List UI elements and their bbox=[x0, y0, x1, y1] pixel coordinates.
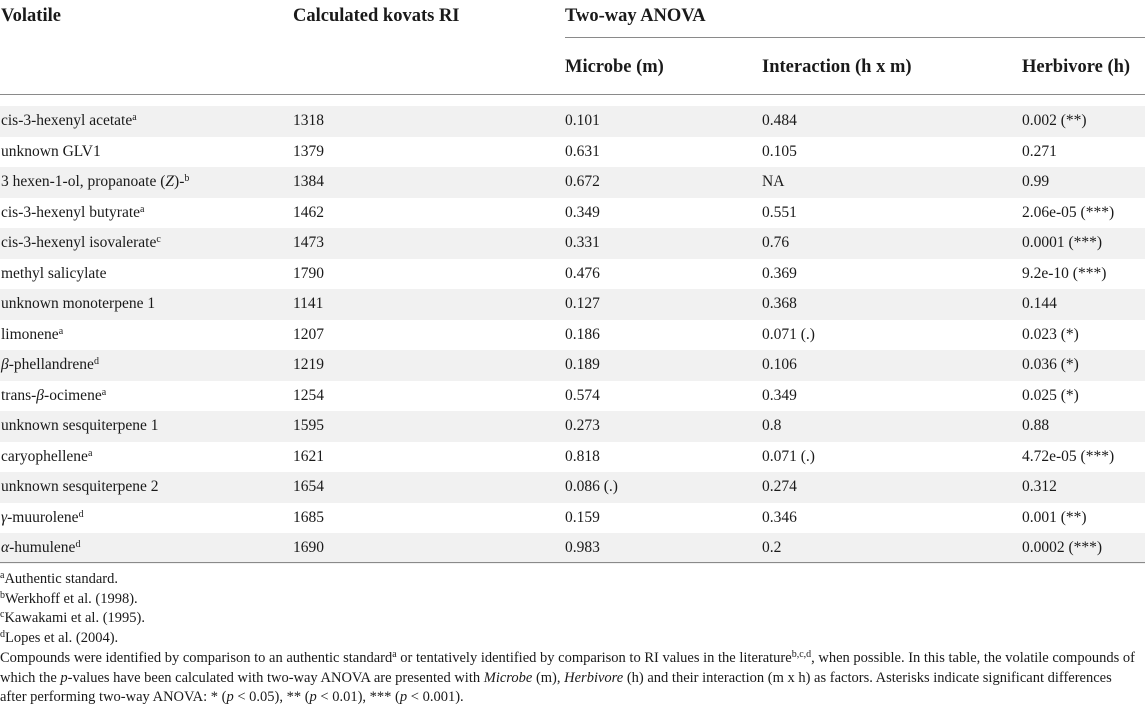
anova-span-rule bbox=[565, 37, 1145, 38]
volatile-pre: unknown monoterpene 1 bbox=[1, 295, 156, 312]
volatile-sup: a bbox=[132, 112, 137, 123]
cell-kovats-ri: 1621 bbox=[293, 447, 324, 465]
volatile-sup: d bbox=[78, 508, 84, 520]
cell-herbivore: 0.025 (*) bbox=[1022, 386, 1079, 404]
cell-interaction: 0.2 bbox=[762, 539, 782, 556]
cell-kovats-ri: 1384 bbox=[293, 173, 324, 190]
volatile-pre: caryophellene bbox=[1, 447, 88, 465]
caption-italic: p bbox=[309, 689, 317, 705]
footnote-list bbox=[0, 570, 1140, 648]
cell-herbivore: 0.144 bbox=[1022, 295, 1057, 312]
cell-microbe: 0.127 bbox=[565, 295, 600, 312]
table-row bbox=[0, 137, 1145, 168]
volatile-pre: cis-3-hexenyl isovalerate bbox=[1, 234, 157, 251]
header-herbivore: Herbivore (h) bbox=[1022, 57, 1131, 77]
volatile-pre: cis-3-hexenyl acetate bbox=[1, 112, 133, 129]
footnote-text: Werkhoff et al. (1998). bbox=[5, 590, 138, 607]
cell-microbe: 0.101 bbox=[565, 112, 600, 129]
cell-volatile bbox=[1, 204, 144, 222]
caption-italic: Microbe bbox=[483, 669, 533, 686]
volatile-sup: b bbox=[184, 173, 190, 184]
table-row bbox=[0, 198, 1145, 229]
header-volatile: Volatile bbox=[1, 6, 61, 26]
cell-interaction: 0.071 (.) bbox=[762, 325, 815, 343]
footnote-mark: c bbox=[0, 609, 5, 620]
cell-interaction: 0.105 bbox=[762, 142, 797, 160]
cell-microbe: 0.186 bbox=[565, 325, 600, 343]
cell-interaction: 0.106 bbox=[762, 356, 797, 373]
volatile-sup: a bbox=[87, 447, 93, 459]
table-row bbox=[0, 259, 1145, 290]
cell-kovats-ri: 1254 bbox=[293, 386, 324, 404]
cell-microbe: 0.631 bbox=[565, 142, 600, 160]
table-row bbox=[0, 289, 1145, 320]
table-row bbox=[0, 167, 1145, 198]
cell-kovats-ri: 1595 bbox=[293, 417, 324, 434]
cell-kovats-ri: 1473 bbox=[293, 234, 324, 251]
caption-text: (h) and their interaction (m x h) as factors. Asterisks indicate significant differences after performing two-way ANOVA: * ( bbox=[0, 669, 1112, 705]
cell-kovats-ri: 1318 bbox=[293, 112, 324, 129]
cell-herbivore: 0.99 bbox=[1022, 173, 1050, 190]
volatile-pre: unknown sesquiterpene 2 bbox=[1, 478, 159, 495]
cell-volatile bbox=[1, 326, 63, 344]
cell-volatile bbox=[1, 234, 161, 252]
table-row bbox=[0, 411, 1145, 442]
table-row bbox=[0, 503, 1145, 534]
cell-kovats-ri: 1690 bbox=[293, 539, 324, 556]
cell-interaction: 0.484 bbox=[762, 112, 797, 129]
header-kovats-ri: Calculated kovats RI bbox=[293, 6, 460, 26]
header-two-way-anova: Two-way ANOVA bbox=[565, 6, 706, 26]
volatile-greek: γ bbox=[1, 508, 8, 526]
cell-herbivore: 0.271 bbox=[1022, 142, 1057, 160]
caption-italic: p bbox=[226, 689, 234, 705]
caption-text: Compounds were identified by comparison to an authentic standard bbox=[0, 650, 393, 666]
footnote bbox=[0, 570, 1140, 590]
volatile-greek: β bbox=[36, 386, 45, 404]
caption-sup: b,c,d bbox=[791, 649, 812, 660]
volatile-sup: a bbox=[58, 325, 64, 337]
cell-volatile bbox=[1, 295, 155, 313]
volatile-pre: unknown GLV1 bbox=[1, 142, 101, 160]
volatile-sup: a bbox=[140, 203, 145, 215]
table-row bbox=[0, 350, 1145, 381]
cell-volatile bbox=[1, 173, 189, 191]
footnote bbox=[0, 590, 1140, 610]
cell-volatile bbox=[1, 539, 80, 557]
caption-text: -values have been calculated with two-way ANOVA are presented with bbox=[67, 669, 484, 686]
cell-microbe: 0.574 bbox=[565, 386, 600, 404]
table-row bbox=[0, 320, 1145, 351]
cell-kovats-ri: 1790 bbox=[293, 264, 324, 282]
cell-herbivore: 0.023 (*) bbox=[1022, 325, 1079, 343]
footnote bbox=[0, 629, 1140, 649]
cell-microbe: 0.159 bbox=[565, 508, 600, 526]
volatile-pre: cis-3-hexenyl butyrate bbox=[1, 203, 141, 221]
cell-interaction: 0.8 bbox=[762, 417, 782, 434]
cell-interaction: NA bbox=[762, 173, 785, 190]
cell-volatile bbox=[1, 265, 106, 283]
table-row bbox=[0, 381, 1145, 412]
volatile-post: -muurolene bbox=[7, 508, 79, 526]
caption-text: < 0.05), ** ( bbox=[233, 689, 310, 705]
cell-volatile bbox=[1, 448, 92, 466]
volatile-post: -ocimene bbox=[44, 386, 102, 404]
cell-herbivore: 0.0001 (***) bbox=[1022, 234, 1103, 251]
volatile-pre: unknown sesquiterpene 1 bbox=[1, 417, 159, 434]
cell-herbivore: 4.72e-05 (***) bbox=[1022, 447, 1115, 465]
table-notes bbox=[0, 570, 1140, 708]
header-bottom-rule bbox=[0, 94, 1145, 95]
cell-microbe: 0.349 bbox=[565, 203, 600, 221]
footnote-mark: b bbox=[0, 589, 5, 601]
cell-microbe: 0.189 bbox=[565, 356, 600, 373]
cell-interaction: 0.76 bbox=[762, 234, 790, 251]
header-microbe: Microbe (m) bbox=[565, 57, 664, 77]
cell-microbe: 0.818 bbox=[565, 447, 600, 465]
table-caption bbox=[0, 649, 1140, 708]
caption-italic: p bbox=[399, 689, 408, 705]
caption-text: < 0.01), *** ( bbox=[316, 689, 400, 705]
volatile-mid: Z bbox=[165, 173, 175, 190]
volatile-pre: methyl salicylate bbox=[1, 264, 107, 282]
cell-herbivore: 0.036 (*) bbox=[1022, 356, 1079, 373]
cell-herbivore: 2.06e-05 (***) bbox=[1022, 203, 1115, 221]
cell-interaction: 0.368 bbox=[762, 295, 797, 312]
table-row bbox=[0, 228, 1145, 259]
volatile-pre: 3 hexen-1-ol, propanoate ( bbox=[1, 173, 166, 190]
volatile-sup: d bbox=[75, 539, 81, 550]
cell-kovats-ri: 1654 bbox=[293, 478, 324, 495]
cell-microbe: 0.476 bbox=[565, 264, 600, 282]
table-row bbox=[0, 106, 1145, 137]
cell-herbivore: 9.2e-10 (***) bbox=[1022, 264, 1107, 282]
cell-interaction: 0.349 bbox=[762, 386, 797, 404]
caption-italic: Herbivore bbox=[564, 669, 624, 686]
cell-volatile bbox=[1, 509, 84, 527]
cell-microbe: 0.983 bbox=[565, 539, 600, 556]
volatile-sup: a bbox=[101, 386, 107, 398]
volatile-post: -phellandrene bbox=[8, 356, 94, 373]
caption-text: (m), bbox=[532, 669, 565, 686]
cell-interaction: 0.551 bbox=[762, 203, 797, 221]
cell-microbe: 0.273 bbox=[565, 417, 600, 434]
cell-herbivore: 0.002 (**) bbox=[1022, 112, 1087, 129]
volatile-greek: α bbox=[1, 539, 10, 556]
cell-volatile bbox=[1, 387, 106, 405]
volatile-greek: β bbox=[1, 356, 9, 373]
caption-text: , when possible. In this table, the volatile compounds of which the bbox=[0, 650, 1135, 686]
cell-volatile bbox=[1, 356, 99, 374]
table-row bbox=[0, 472, 1145, 503]
cell-herbivore: 0.88 bbox=[1022, 417, 1050, 434]
volatile-pre: trans- bbox=[1, 386, 37, 404]
cell-kovats-ri: 1141 bbox=[293, 295, 324, 312]
caption-sup: a bbox=[392, 649, 397, 660]
cell-volatile bbox=[1, 143, 101, 161]
table-row bbox=[0, 442, 1145, 473]
cell-microbe: 0.086 (.) bbox=[565, 478, 618, 495]
table-bottom-rule bbox=[0, 562, 1145, 563]
volatile-sup: c bbox=[156, 234, 161, 245]
cell-microbe: 0.331 bbox=[565, 234, 600, 251]
cell-volatile bbox=[1, 417, 159, 435]
footnote-text: Authentic standard. bbox=[4, 571, 119, 587]
volatile-sup: d bbox=[93, 356, 99, 367]
cell-kovats-ri: 1685 bbox=[293, 508, 324, 526]
cell-herbivore: 0.312 bbox=[1022, 478, 1057, 495]
footnote-mark: d bbox=[0, 628, 5, 640]
caption-text: < 0.001). bbox=[407, 689, 464, 705]
cell-herbivore: 0.0002 (***) bbox=[1022, 539, 1103, 556]
cell-kovats-ri: 1462 bbox=[293, 203, 324, 221]
cell-interaction: 0.346 bbox=[762, 508, 797, 526]
cell-herbivore: 0.001 (**) bbox=[1022, 508, 1087, 526]
table-row bbox=[0, 533, 1145, 564]
caption-italic: p bbox=[60, 669, 68, 686]
cell-volatile bbox=[1, 478, 159, 496]
cell-interaction: 0.274 bbox=[762, 478, 797, 495]
cell-kovats-ri: 1219 bbox=[293, 356, 324, 373]
header-interaction: Interaction (h x m) bbox=[762, 57, 912, 77]
cell-volatile bbox=[1, 112, 137, 130]
footnote-text: Lopes et al. (2004). bbox=[5, 629, 119, 646]
caption-text: or tentatively identified by comparison to RI values in the literature bbox=[396, 650, 792, 666]
footnote-text: Kawakami et al. (1995). bbox=[4, 610, 145, 626]
volatile-post: )- bbox=[174, 173, 185, 190]
cell-microbe: 0.672 bbox=[565, 173, 600, 190]
cell-kovats-ri: 1379 bbox=[293, 142, 324, 160]
cell-kovats-ri: 1207 bbox=[293, 325, 324, 343]
volatile-pre: limonene bbox=[1, 325, 59, 343]
cell-interaction: 0.369 bbox=[762, 264, 797, 282]
volatile-post: -humulene bbox=[9, 539, 76, 556]
footnote bbox=[0, 609, 1140, 629]
cell-interaction: 0.071 (.) bbox=[762, 447, 815, 465]
footnote-mark: a bbox=[0, 570, 5, 581]
